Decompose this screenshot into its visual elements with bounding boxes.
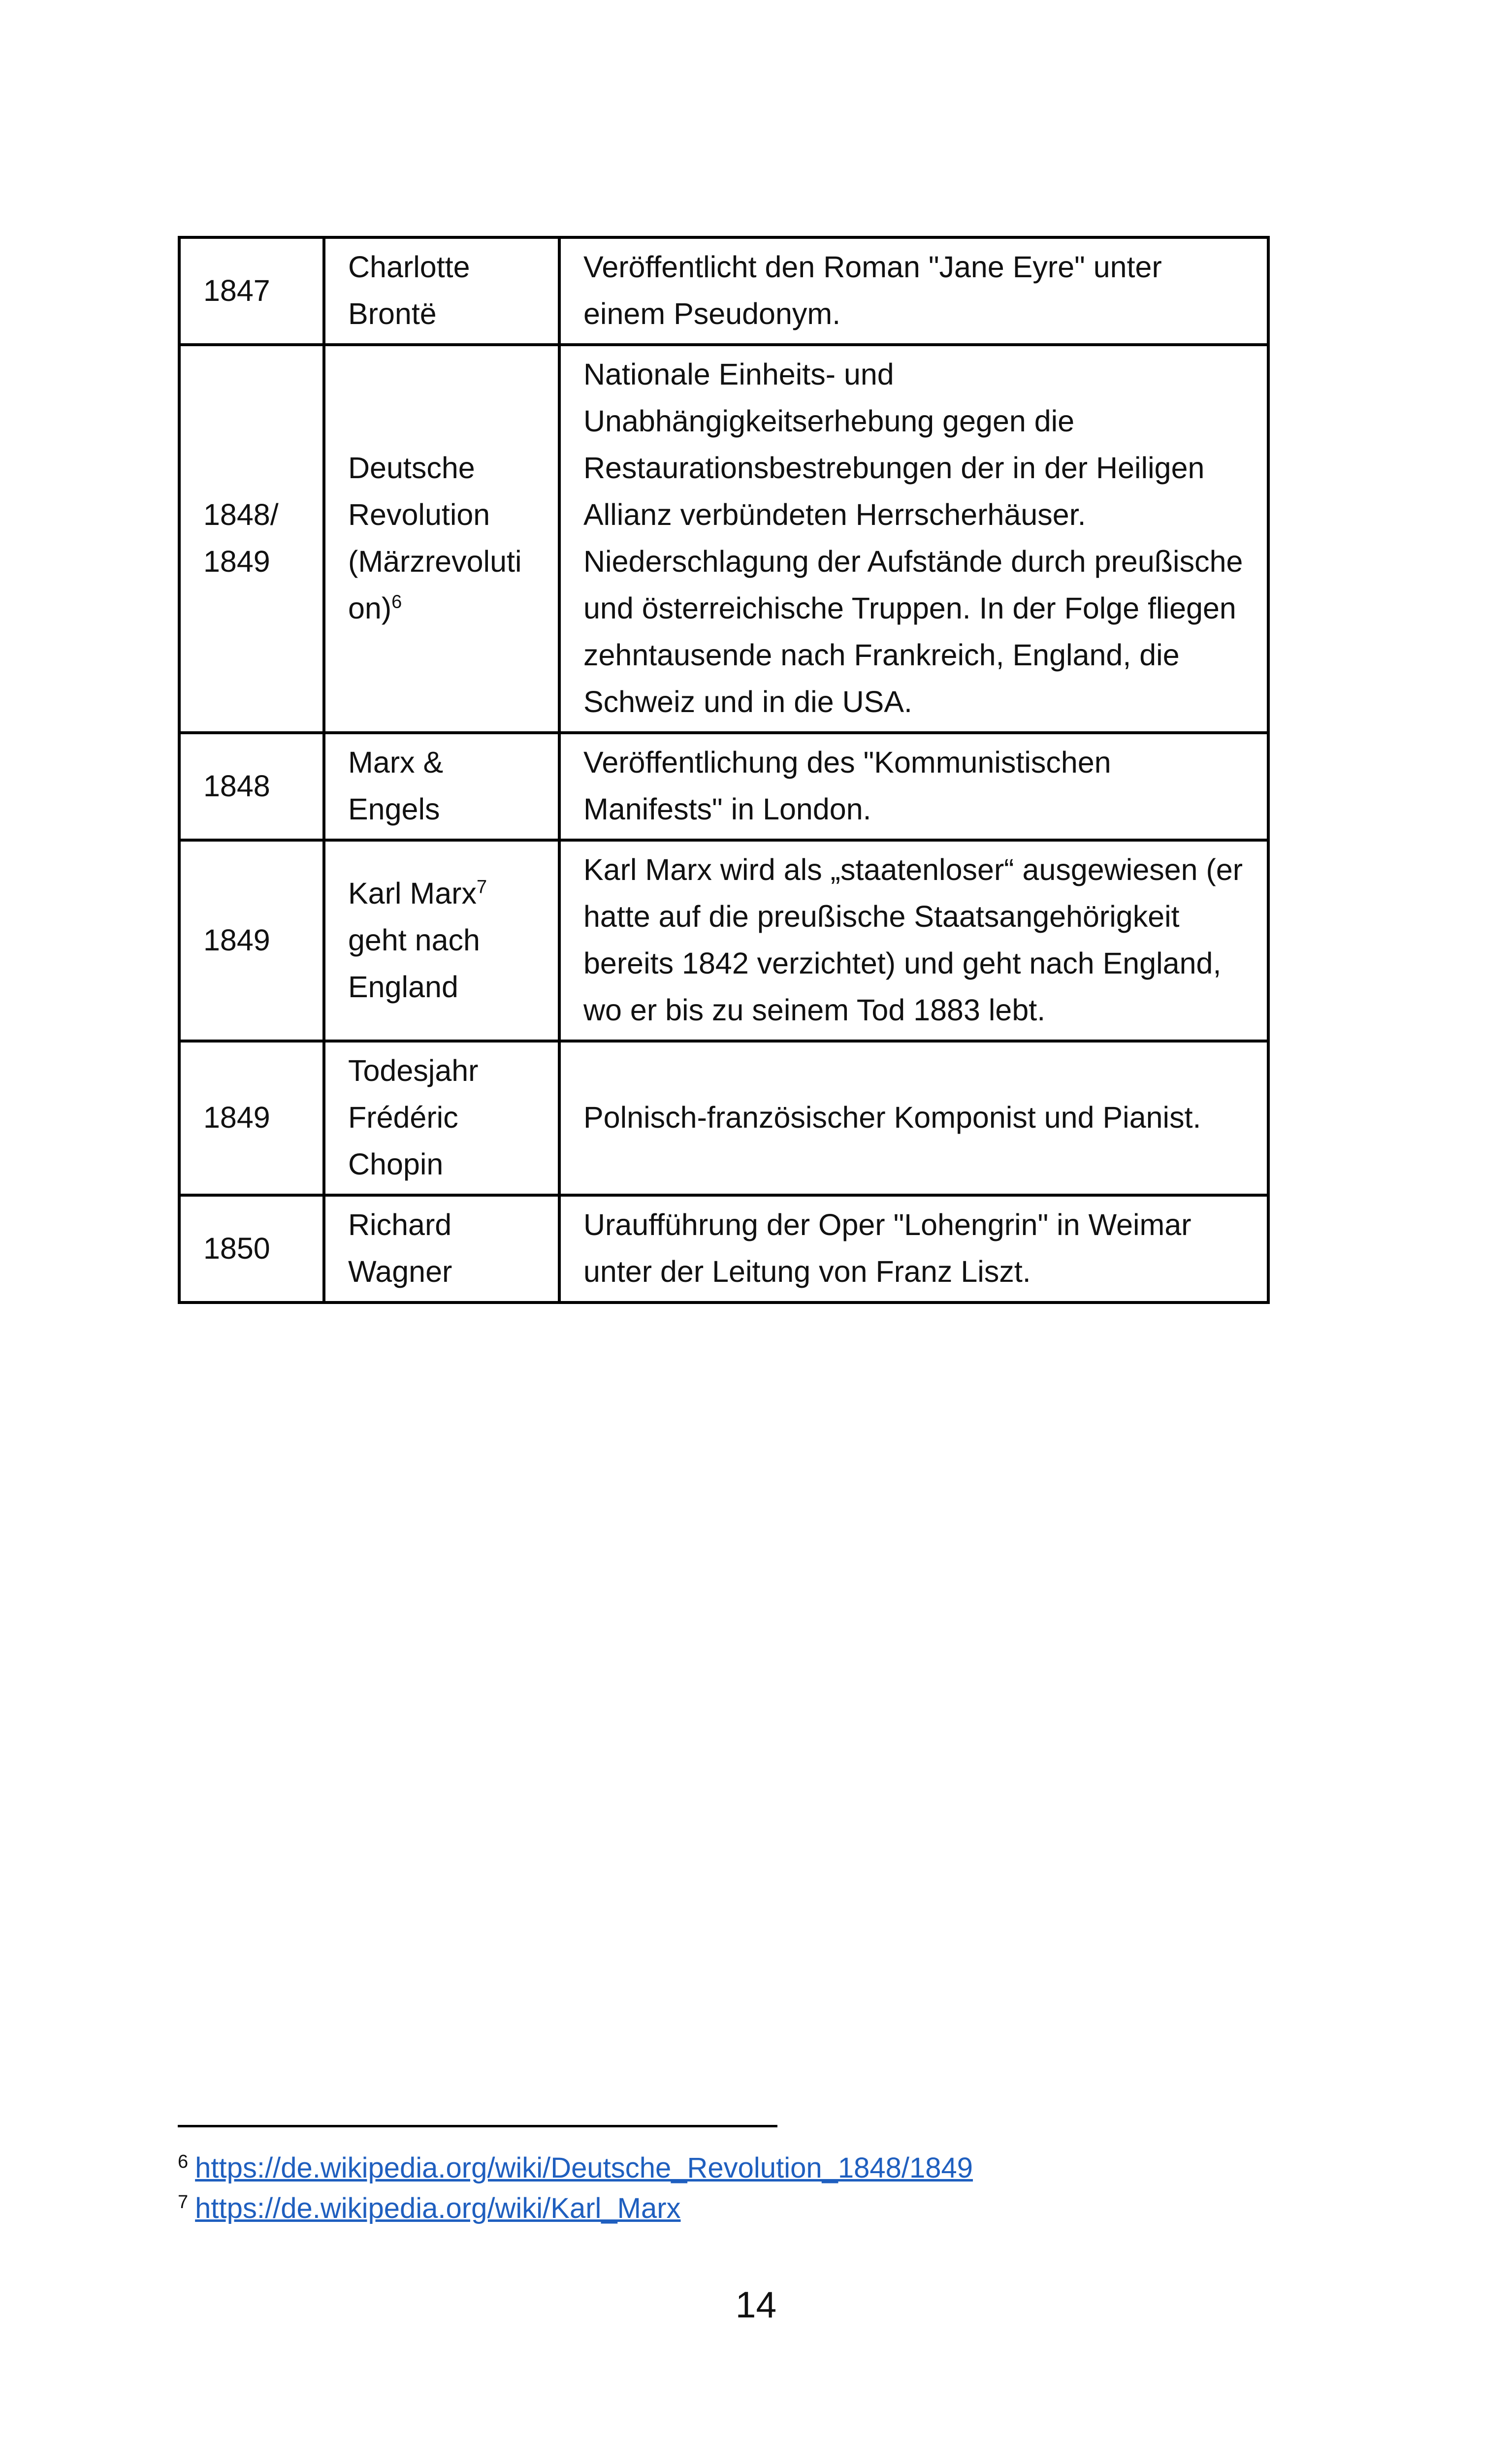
footnote-number: 6 <box>178 2151 189 2172</box>
timeline-table <box>178 236 1270 1304</box>
footnote-6 <box>178 2149 973 2188</box>
footnote-7 <box>178 2189 681 2228</box>
footnote-ref[interactable]: 6 <box>391 591 402 613</box>
subject-cell: Richard Wagner <box>324 1195 559 1303</box>
table-row <box>179 1195 1268 1303</box>
description-cell: Polnisch-französischer Komponist und Pianist. <box>559 1041 1268 1195</box>
subject-cell: Karl Marx$^7$ geht nach England <box>324 840 559 1041</box>
description-cell: Karl Marx wird als „staatenloser“ ausgewiesen (er hatte auf die preußische Staatsangehörigkeit bereits 1842 verzichtet) und geht nach England, wo er bis zu seinem Tod 1883 lebt. <box>559 840 1268 1041</box>
description-cell: Veröffentlichung des "Kommunistischen Manifests" in London. <box>559 733 1268 840</box>
subject-cell: Todesjahr Frédéric Chopin <box>324 1041 559 1195</box>
table-row <box>179 237 1268 345</box>
footnote-ref[interactable]: 7 <box>476 877 487 898</box>
description-cell: Nationale Einheits- und Unabhängigkeitserhebung gegen die Restaurationsbestrebungen der in der Heiligen Allianz verbündeten Herrscherhäuser. Niederschlagung der Aufstände durch preußische und österreichische Truppen. In der Folge fliegen zehntausende nach Frankreich, England, die Schweiz und in die USA. <box>559 345 1268 733</box>
year-cell: 1848/ 1849 <box>179 345 324 733</box>
page-number: 14 <box>735 2284 777 2325</box>
table-row <box>179 1041 1268 1195</box>
subject-cell: Deutsche Revolution (Märzrevolution)$^6$ <box>324 345 559 733</box>
year-cell: 1850 <box>179 1195 324 1303</box>
description-cell: Uraufführung der Oper "Lohengrin" in Weimar unter der Leitung von Franz Liszt. <box>559 1195 1268 1303</box>
footnote-number: 7 <box>178 2191 189 2213</box>
year-cell: 1849 <box>179 840 324 1041</box>
description-cell: Veröffentlicht den Roman "Jane Eyre" unter einem Pseudonym. <box>559 237 1268 345</box>
year-cell: 1848 <box>179 733 324 840</box>
table-row <box>179 840 1268 1041</box>
table-row <box>179 345 1268 733</box>
table-row <box>179 733 1268 840</box>
year-cell: 1847 <box>179 237 324 345</box>
subject-cell: Marx & Engels <box>324 733 559 840</box>
footnote-link[interactable]: https://de.wikipedia.org/wiki/Karl_Marx <box>195 2192 681 2224</box>
footnote-separator <box>178 2125 777 2127</box>
year-cell: 1849 <box>179 1041 324 1195</box>
footnote-link[interactable]: https://de.wikipedia.org/wiki/Deutsche_Revolution_1848/1849 <box>195 2152 973 2184</box>
subject-cell: Charlotte Brontë <box>324 237 559 345</box>
